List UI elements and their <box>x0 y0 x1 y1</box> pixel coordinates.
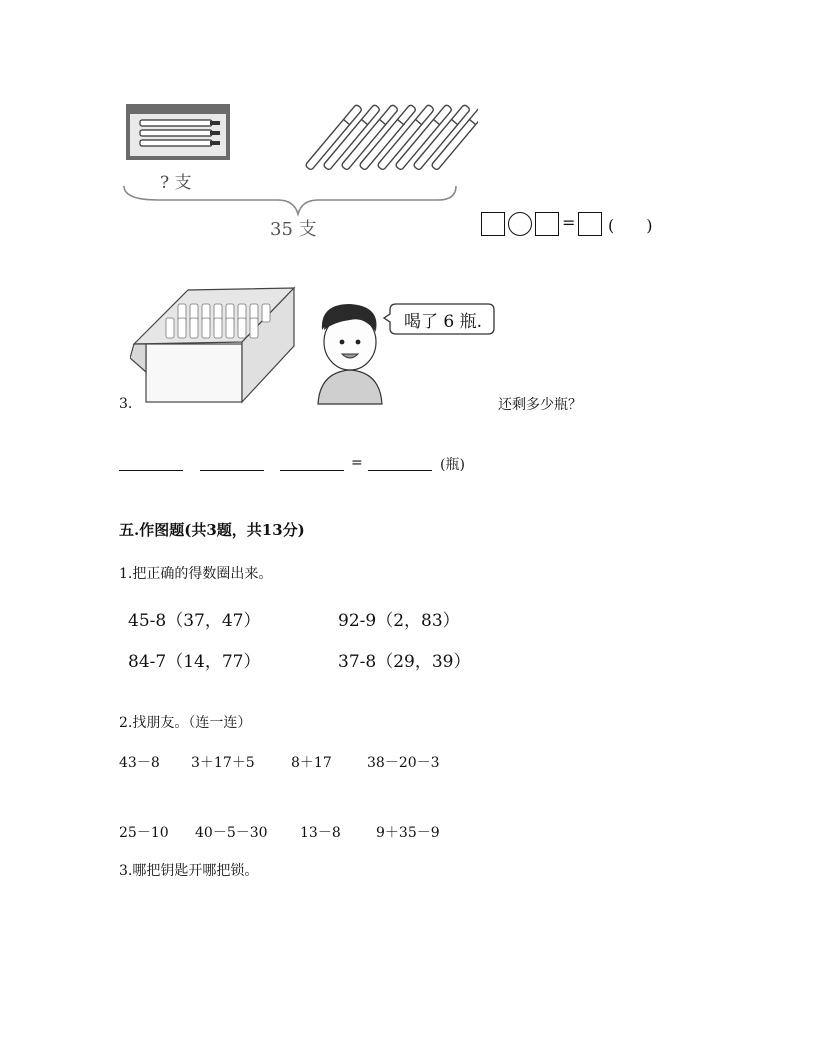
q1-options[interactable]: （29，39） <box>376 652 471 672</box>
q1-item-3 <box>128 647 260 672</box>
q2-row2-item[interactable]: 9＋35－9 <box>376 825 440 841</box>
unit-label: (瓶) <box>440 457 465 473</box>
question-3-text: 还剩多少瓶？ <box>498 397 582 413</box>
q1-expr: 92-9 <box>338 611 377 631</box>
q2-row1-item[interactable]: 38－20－3 <box>367 755 440 771</box>
q1-options[interactable]: （37，47） <box>166 611 261 631</box>
pen-box <box>126 104 230 160</box>
q3-prompt: 3.哪把钥匙开哪把锁。 <box>119 863 259 879</box>
q1-expr: 45-8 <box>128 611 167 631</box>
section-5-title: 五.作图题(共3题，共13分) <box>119 521 305 539</box>
q2-row2-item[interactable]: 40－5－30 <box>195 825 268 841</box>
operator-circle[interactable] <box>508 212 532 236</box>
answer-paren-1: ( ) <box>608 216 653 235</box>
blank-3[interactable] <box>280 470 344 471</box>
q2-row2-item[interactable]: 13－8 <box>300 825 341 841</box>
equals-sign-1: = <box>562 213 576 232</box>
blank-1[interactable] <box>119 470 183 471</box>
bottle-box-figure <box>130 282 300 406</box>
q1-expr: 84-7 <box>128 652 167 672</box>
unknown-pens-label: ? 支 <box>160 173 192 193</box>
blank-2[interactable] <box>200 470 264 471</box>
q1-item-1 <box>128 606 260 631</box>
answer-box-3[interactable] <box>578 212 602 236</box>
q2-row1-item[interactable]: 3＋17＋5 <box>191 755 255 771</box>
speech-text: 喝了 6 瓶. <box>404 312 483 332</box>
loose-pens <box>305 104 478 170</box>
equals-sign-2: = <box>351 455 363 471</box>
total-pens-label: 35 支 <box>270 219 317 240</box>
blank-4[interactable] <box>368 470 432 471</box>
q2-row2-item[interactable]: 25－10 <box>119 825 169 841</box>
q1-options[interactable]: （2，83） <box>376 611 460 631</box>
q2-prompt: 2.找朋友。（连一连） <box>119 715 252 731</box>
q1-item-4 <box>338 647 470 672</box>
q2-row1-item[interactable]: 43－8 <box>119 755 160 771</box>
child-figure <box>312 300 392 406</box>
q1-options[interactable]: （14，77） <box>166 652 261 672</box>
answer-box-1[interactable] <box>481 212 505 236</box>
question-3-number: 3. <box>119 396 133 412</box>
answer-box-2[interactable] <box>535 212 559 236</box>
q1-expr: 37-8 <box>338 652 377 672</box>
q1-prompt: 1.把正确的得数圈出来。 <box>119 566 273 582</box>
q1-item-2 <box>338 606 460 631</box>
q2-row1-item[interactable]: 8＋17 <box>291 755 332 771</box>
